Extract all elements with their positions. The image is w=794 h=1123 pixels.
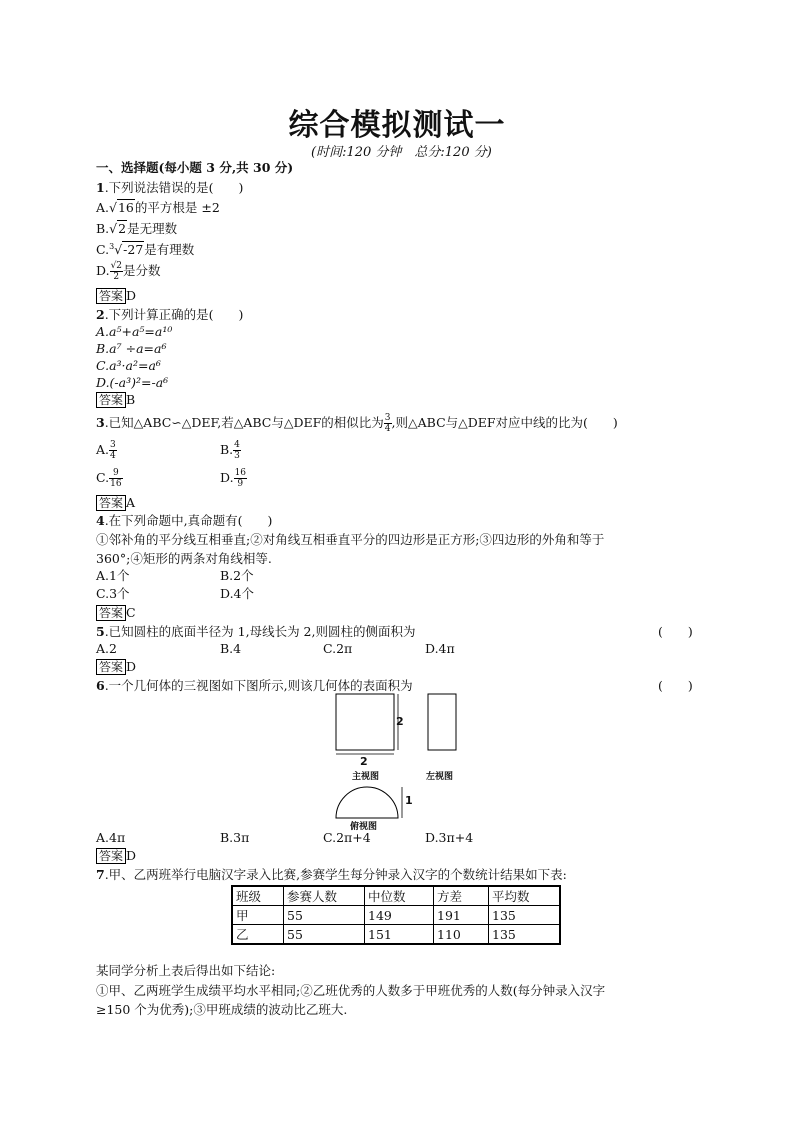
q4-line1: ①邻补角的平分线互相垂直;②对角线互相垂直平分的四边形是正方形;③四边形的外角和等于 bbox=[96, 532, 605, 547]
q6-option-c: C.2π+4 bbox=[323, 830, 371, 845]
q4-line2: 360°;④矩形的两条对角线相等. bbox=[96, 551, 272, 566]
q5-option-d: D.4π bbox=[425, 641, 455, 656]
left-view-label: 左视图 bbox=[426, 772, 454, 782]
q1-d-text: 是分数 bbox=[123, 263, 161, 278]
q4-stem-text: .在下列命题中,真命题有( ) bbox=[104, 513, 273, 528]
q1-c-radicand: -27 bbox=[123, 242, 144, 258]
q1-a-label: A. bbox=[96, 200, 110, 215]
q1-option-d bbox=[96, 258, 161, 284]
table-cell: 甲 bbox=[232, 906, 284, 925]
q6-option-d: D.3π+4 bbox=[425, 830, 474, 845]
q2-option-b: B.a⁷ ÷a=a⁶ bbox=[96, 341, 167, 356]
q2-number: 2 bbox=[96, 307, 105, 322]
q1-option-a bbox=[96, 200, 220, 216]
table-cell: 151 bbox=[365, 925, 434, 945]
q1-d-fraction: $\frac{√2}{2}$ bbox=[110, 261, 123, 282]
q3-option-d: D. $\frac{16}{9}$ bbox=[220, 468, 247, 489]
top-view-semicircle bbox=[336, 787, 398, 818]
table-header-cell: 方差 bbox=[434, 886, 489, 906]
q4-answer-value: C bbox=[126, 605, 136, 620]
q6-option-b: B.3π bbox=[220, 830, 250, 845]
answer-label: 答案 bbox=[96, 605, 126, 621]
q2-option-a: A.a⁵+a⁵=a¹⁰ bbox=[96, 324, 173, 339]
q1-stem-text: .下列说法错误的是( ) bbox=[104, 180, 244, 195]
q7-stem-text: .甲、乙两班举行电脑汉字录入比赛,参赛学生每分钟录入汉字的个数统计结果如下表: bbox=[104, 867, 567, 882]
q1-option-c bbox=[96, 239, 194, 258]
q5-option-a: A.2 bbox=[96, 641, 117, 656]
left-view-rect bbox=[428, 694, 456, 750]
q1-c-label: C. bbox=[96, 242, 110, 258]
q4-answer bbox=[96, 605, 136, 621]
q6-answer bbox=[96, 848, 136, 864]
q7-line1: ①甲、乙两班学生成绩平均水平相同;②乙班优秀的人数多于甲班优秀的人数(每分钟录入汉字 bbox=[96, 983, 606, 998]
q1-b-sqrt: √2 bbox=[109, 221, 127, 236]
q3-option-a: A. $\frac{3}{4}$ bbox=[96, 440, 116, 461]
q2-option-d: D.(-a³)²=-a⁶ bbox=[96, 375, 169, 390]
page-title: 综合模拟测试一 bbox=[288, 108, 506, 143]
q2-option-c: C.a³·a²=a⁶ bbox=[96, 358, 161, 373]
q2-stem bbox=[96, 307, 243, 323]
q3-answer bbox=[96, 495, 135, 511]
q3-answer-value: A bbox=[126, 495, 136, 510]
table-cell: 149 bbox=[365, 906, 434, 925]
table-cell: 110 bbox=[434, 925, 489, 945]
q7-stem bbox=[96, 867, 567, 883]
q4-stem bbox=[96, 513, 272, 529]
q5-answer-blank: ( ) bbox=[658, 624, 693, 639]
q4-option-a: A.1个 bbox=[96, 568, 130, 583]
q5-number: 5 bbox=[96, 624, 105, 639]
q1-a-radicand: 16 bbox=[117, 200, 134, 215]
table-header-cell: 平均数 bbox=[489, 886, 561, 906]
answer-label: 答案 bbox=[96, 659, 126, 675]
three-view-figure bbox=[330, 690, 470, 830]
q2-answer-value: B bbox=[126, 392, 136, 407]
q4-number: 4 bbox=[96, 513, 105, 528]
q1-b-label: B. bbox=[96, 221, 110, 236]
q7-line2: ≥150 个为优秀);③甲班成绩的波动比乙班大. bbox=[96, 1002, 348, 1017]
table-header-row bbox=[232, 886, 560, 906]
dim-radius-label: 1 bbox=[405, 794, 413, 807]
q1-answer-value: D bbox=[126, 288, 137, 303]
q5-stem-text: .已知圆柱的底面半径为 1,母线长为 2,则圆柱的侧面积为 bbox=[104, 624, 416, 639]
q6-option-a: A.4π bbox=[96, 830, 126, 845]
q6-stem-text: .一个几何体的三视图如下图所示,则该几何体的表面积为 bbox=[104, 678, 413, 693]
q2-stem-text: .下列计算正确的是( ) bbox=[104, 307, 244, 322]
q2-answer bbox=[96, 392, 135, 408]
table-cell: 191 bbox=[434, 906, 489, 925]
q1-b-radicand: 2 bbox=[118, 221, 127, 236]
section-heading: 一、选择题(每小题 3 分,共 30 分) bbox=[96, 160, 294, 175]
q1-a-text: 的平方根是 ±2 bbox=[134, 200, 220, 215]
table-header-cell: 中位数 bbox=[365, 886, 434, 906]
table-cell: 55 bbox=[284, 906, 365, 925]
q1-d-label: D. bbox=[96, 263, 110, 278]
dim-width-label: 2 bbox=[360, 755, 368, 768]
q3-stem-pre: .已知△ABC∽△DEF,若△ABC与△DEF的相似比为 bbox=[104, 415, 384, 430]
table-cell: 135 bbox=[489, 925, 561, 945]
answer-label: 答案 bbox=[96, 495, 126, 511]
q3-number: 3 bbox=[96, 415, 105, 430]
front-view-rect bbox=[336, 694, 394, 750]
q1-c-root: √-27 bbox=[114, 242, 144, 258]
top-view-label: 俯视图 bbox=[350, 822, 378, 832]
q5-option-b: B.4 bbox=[220, 641, 242, 656]
q1-c-index: 3 bbox=[109, 242, 115, 251]
table-cell: 乙 bbox=[232, 925, 284, 945]
q7-number: 7 bbox=[96, 867, 105, 882]
q6-answer-value: D bbox=[126, 848, 137, 863]
q6-number: 6 bbox=[96, 678, 105, 693]
stats-table bbox=[231, 885, 561, 945]
q5-answer-value: D bbox=[126, 659, 137, 674]
q5-stem bbox=[96, 624, 415, 640]
q3-stem-post: ,则△ABC与△DEF对应中线的比为( ) bbox=[391, 415, 618, 430]
answer-label: 答案 bbox=[96, 848, 126, 864]
q5-answer bbox=[96, 659, 136, 675]
q3-option-c: C. $\frac{9}{16}$ bbox=[96, 468, 122, 489]
q5-option-c: C.2π bbox=[323, 641, 353, 656]
table-row bbox=[232, 906, 560, 925]
q3-option-b: B. $\frac{4}{3}$ bbox=[220, 440, 240, 461]
q1-a-sqrt: √16 bbox=[109, 200, 134, 215]
q4-option-b: B.2个 bbox=[220, 568, 254, 583]
q1-stem bbox=[96, 180, 243, 196]
q7-intro: 某同学分析上表后得出如下结论: bbox=[96, 963, 276, 978]
q1-c-text: 是有理数 bbox=[144, 242, 195, 258]
table-header-cell: 参赛人数 bbox=[284, 886, 365, 906]
q6-answer-blank: ( ) bbox=[658, 678, 693, 693]
table-cell: 55 bbox=[284, 925, 365, 945]
table-cell: 135 bbox=[489, 906, 561, 925]
page-subtitle: (时间:120 分钟 总分:120 分) bbox=[311, 145, 492, 160]
answer-label: 答案 bbox=[96, 288, 126, 304]
q4-option-c: C.3个 bbox=[96, 586, 130, 601]
q3-stem bbox=[96, 410, 618, 436]
front-view-label: 主视图 bbox=[352, 772, 380, 782]
q3-ratio-fraction: $\frac{3}{4}$ bbox=[384, 413, 391, 434]
table-row bbox=[232, 925, 560, 945]
answer-label: 答案 bbox=[96, 392, 126, 408]
q1-option-b bbox=[96, 221, 177, 237]
q1-answer bbox=[96, 288, 136, 304]
q1-number: 1 bbox=[96, 180, 105, 195]
q1-b-text: 是无理数 bbox=[127, 221, 178, 236]
q4-option-d: D.4个 bbox=[220, 586, 255, 601]
table-header-cell: 班级 bbox=[232, 886, 284, 906]
dim-height-label: 2 bbox=[396, 715, 404, 728]
